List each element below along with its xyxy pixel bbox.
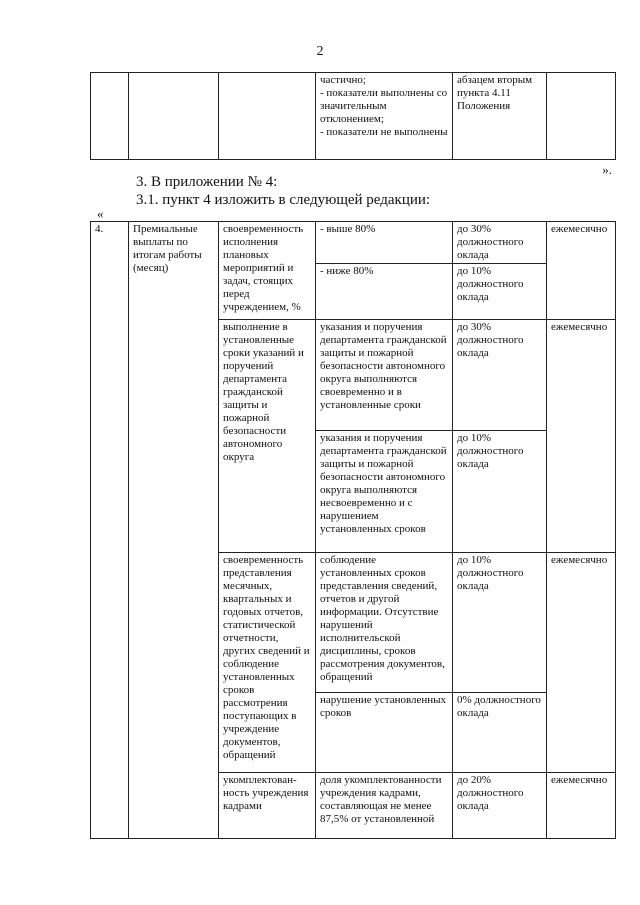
continued-table [90, 72, 616, 160]
bonus-criteria-table [90, 221, 616, 839]
top-cell-period [547, 73, 616, 160]
period-monthly-2: ежемесячно [547, 320, 616, 553]
section-3-1-heading: 3.1. пункт 4 изложить в следующей редакции: [136, 192, 431, 208]
criterion-deadlines-violated: нарушение установленных сроков [316, 693, 453, 773]
criterion-staffing: доля укомплектованности учреждения кадрами, составляющая не менее 87,5% от установленной [316, 773, 453, 839]
period-monthly-1: ежемесячно [547, 222, 616, 320]
period-monthly-3: ежемесячно [547, 553, 616, 773]
indicator-reporting: своевременность представления месячных, квартальных и годовых отчетов, статистической отчетности, других сведений и соблюдение установленных сроков рассмотрения поступающих в учреждение документов, обращений [219, 553, 316, 773]
top-cell-indicator [219, 73, 316, 160]
value-orders-on-time: до 30% должностного оклада [453, 320, 547, 431]
opening-quote: « [97, 206, 104, 221]
top-cell-name [129, 73, 219, 160]
section-3-heading: 3. В приложении № 4: [136, 174, 278, 190]
top-cell-criteria: частично; - показатели выполнены со значительным отклонением; - показатели не выполнены [316, 73, 453, 160]
payment-name: Премиальные выплаты по итогам работы (месяц) [129, 222, 219, 839]
page-number: 2 [316, 44, 324, 59]
indicator-department-orders: выполнение в установленные сроки указаний и поручений департамента гражданской защиты и пожарной безопасности автономного округа [219, 320, 316, 553]
value-staffing: до 20% должностного оклада [453, 773, 547, 839]
criterion-deadlines-met: соблюдение установленных сроков представления сведений, отчетов и другой информации. Отсутствие нарушений исполнительской дисциплины, сроков рассмотрения документов, обращений [316, 553, 453, 693]
closing-quote: ». [602, 162, 612, 177]
criterion-below-80: - ниже 80% [316, 264, 453, 320]
row-number: 4. [91, 222, 129, 839]
value-deadlines-violated: 0% должностного оклада [453, 693, 547, 773]
value-up-to-10: до 10% должностного оклада [453, 264, 547, 320]
criterion-above-80: - выше 80% [316, 222, 453, 264]
indicator-timeliness-plans: своевременность исполнения плановых мероприятий и задач, стоящих перед учреждением, % [219, 222, 316, 320]
top-cell-num [91, 73, 129, 160]
indicator-staffing: укомплектован-ность учреждения кадрами [219, 773, 316, 839]
value-up-to-30: до 30% должностного оклада [453, 222, 547, 264]
criterion-orders-on-time: указания и поручения департамента гражданской защиты и пожарной безопасности автономного округа выполняются своевременно и в установленные сроки [316, 320, 453, 431]
top-cell-note: абзацем вторым пункта 4.11 Положения [453, 73, 547, 160]
criterion-orders-late: указания и поручения департамента гражданской защиты и пожарной безопасности автономного округа выполняются несвоевременно и с нарушением установленных сроков [316, 431, 453, 553]
value-orders-late: до 10% должностного оклада [453, 431, 547, 553]
value-deadlines-met: до 10% должностного оклада [453, 553, 547, 693]
period-monthly-4: ежемесячно [547, 773, 616, 839]
